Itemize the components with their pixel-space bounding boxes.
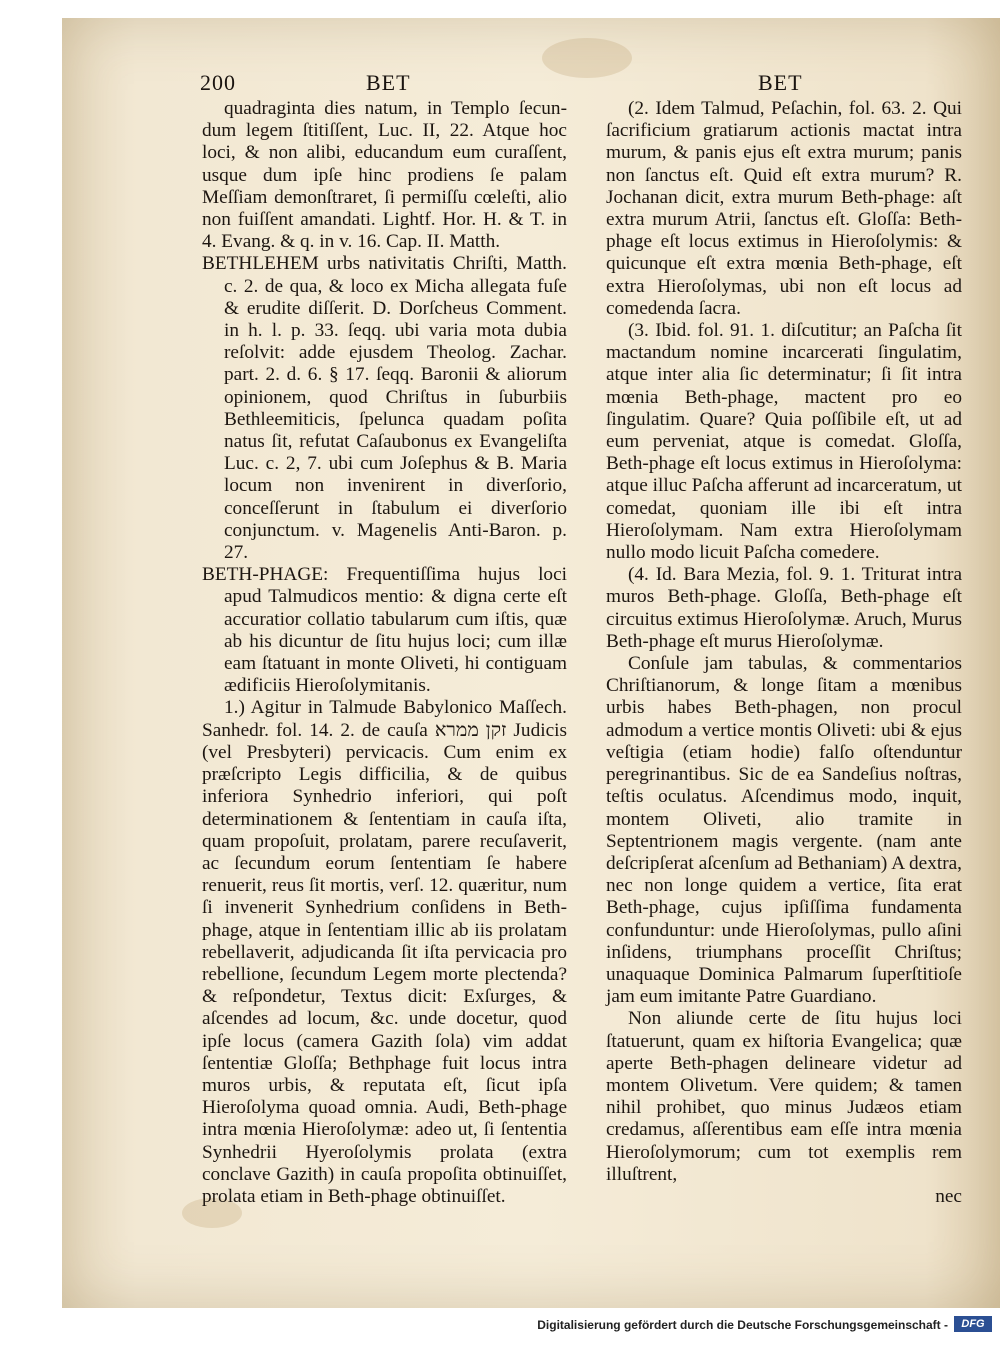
paper-stain [542,38,632,78]
footer-bar [0,1308,1000,1347]
page-number: 200 [200,70,236,95]
running-head-left: BET [366,70,411,95]
paragraph: BETH-PHAGE: Frequentiſſima hujus loci apud Talmudicos mentio: & digna certe eſt accuratior collatio tabularum cum iſtis, quæ ab his dicuntur de ſitu hujus loci; cum illæ eam ſtatuant in monte Oliveti, hi contiguam ædificiis Hieroſolymitanis. [202,564,567,697]
paragraph: (3. Ibid. fol. 91. 1. diſcutitur; an Paſcha ſit mactandum nomine incarcerati ſingulatim, atque inter alia ſic determinatur; ſi ſit intra mœnia Beth-phage, mactent pro eo ſingulatim. Quare? Quia poſſibile eſt, ut ad eum perveniat, atque is comedat. Gloſſa, Beth-phage eſt locus extimus in Hieroſolyma: atque illuc Paſcha afferunt ad incarceratum, ut comedat, quoniam ille ibi eſt intra Hieroſolymam. Nam extra Hieroſolymam nullo modo licuit Paſcha comedere. [606,320,962,564]
paragraph: Conſule jam tabulas, & commentarios Chriſtianorum, & longe ſitam a mœnibus urbis habes Beth-phagen, non procul admodum a vertice montis Oliveti: ubi & ejus veſtigia (etiam hodie) falſo oſtenduntur peregrinantibus. Sic de ea Sandeſius noſtras, teſtis oculatus. Aſcendimus modo, inquit, montem Oliveti, alio tramite in Septentrionem magis vergente. (nam ante deſcripſerat aſcenſum ad Bethaniam) A dextra, nec non longe quidem a vertice, ſita erat Beth-phage, cujus ipſiſſima fundamenta confunduntur: unde Hieroſolymas, pullo aſini inſidens, triumphans proceſſit Chriſtus; unaquaque Dominica Palmarum ſuperſtitioſe jam eum imitante Patre Guardiano. [606,653,962,1008]
paragraph: nec [935,1185,962,1207]
dfg-logo: DFG [954,1316,992,1332]
funding-notice: Digitalisierung gefördert durch die Deutsche Forschungsgemeinschaft - [537,1318,948,1332]
paragraph: (4. Id. Bara Mezia, fol. 9. 1. Triturat intra muros Beth-phage. Gloſſa, Beth-phage eſt circuitus extimus Hieroſolymæ. Aruch, Murus Beth-phage eſt murus Hieroſolymæ. [606,564,962,652]
running-head-right: BET [758,70,803,95]
left-column [202,98,567,1208]
paragraph: BETHLEHEM urbs nativitatis Chriſti, Matth. c. 2. de qua, & loco ex Micha allegata fuſe & erudite diſſerit. D. Dorſcheus Comment. in h. l. p. 33. ſeqq. ubi varia mota dubia reſolvit: adde ejusdem Theolog. Zachar. part. 2. d. 6. § 17. ſeqq. Baronii & aliorum opinionem, quod Chriſtus in ſuburbiis Bethleemiticis, ſpelunca quadam poſita natus ſit, refutat Caſaubonus ex Evangeliſta Luc. c. 2, 7. ubi cum Joſephus & B. Maria locum non invenirent in diverſorio, conceſſerunt in ſtabulum ei diverſorio conjunctum. v. Magenelis Anti-Baron. p. 27. [202,253,567,564]
paragraph: (2. Idem Talmud, Peſachin, fol. 63. 2. Qui ſacrificium gratiarum actionis mactat intra murum, & panis ejus eſt extra murum; panis non ſanctus eſt. Quid eſt extra murum? R. Jochanan dicit, extra murum Beth-phage: aſt extra murum Atrii, ſanctus eſt. Gloſſa: Beth-phage eſt locus extimus in Hieroſolymis: & quicunque eſt extra mœnia Beth-phage, eſt extra Hieroſolymas, ubi non eſt locus ad comedenda ſacra. [606,98,962,319]
paragraph: Non aliunde certe de ſitu hujus loci ſtatuerunt, quam ex hiſtoria Evangelica; quæ aperte Beth-phagen delineare videtur ad montem Olivetum. Vere quidem; & tamen nihil prohibet, quo minus Judæos etiam credamus, aſſerentibus eam eſſe intra mœnia Hieroſolymorum; cum tot exemplis rem illuſtrent, [606,1008,962,1185]
paragraph: 1.) Agitur in Talmude Babylonico Maſſech. Sanhedr. fol. 14. 2. de cauſa זקן ממרא Judicis (vel Presbyteri) pervicacis. Cum enim ex præſcripto Legis difficilia, & de quibus inferiora Synhedrio inferiori, qui poſt determinationem & ſententiam in cauſa iſta, quam propoſuit, prolatam, parere recuſaverit, ac ſecundum eorum ſententiam ſe habere renuerit, reus ſit mortis, verſ. 12. quæritur, num ſi invenerit Synhedrium conſidens in Beth-phage, atque in ſententiam illic ab iis prolatam rebellaverit, adjudicanda ſit iſta pervicacia pro rebellione, ſecundum Legem morte plectenda? & reſpondetur, Textus dicit: Exſurges, & aſcendes ad locum, &c. unde docetur, quod ipſe locus (camera Gazith ſola) vim addat ſententiæ Gloſſa; Bethphage fuit locus intra muros urbis, & reputata eſt, ſicut ipſa Hieroſolyma quoad omnia. Audi, Beth-phage intra mœnia Hieroſolymæ: adeo ut, ſi ſententia Synhedrii Hyeroſolymis prolata (extra conclave Gazith) in cauſa propoſita obtinuiſſet, prolata etiam in Beth-phage obtinuiſſet. [202,697,567,1207]
paragraph: quadraginta dies natum, in Templo ſecun-dum legem ſtitiſſent, Luc. II, 22. Atque hoc loci, & non alibi, educandum eum curaſſent, usque dum ipſe hinc prodiens ſe palam Meſſiam demonſtraret, ſi permiſſu cœleſti, alio non fuiſſent amandati. Lightf. Hor. H. & T. in 4. Evang. & q. in v. 16. Cap. II. Matth. [202,98,567,253]
right-column [606,98,962,1208]
